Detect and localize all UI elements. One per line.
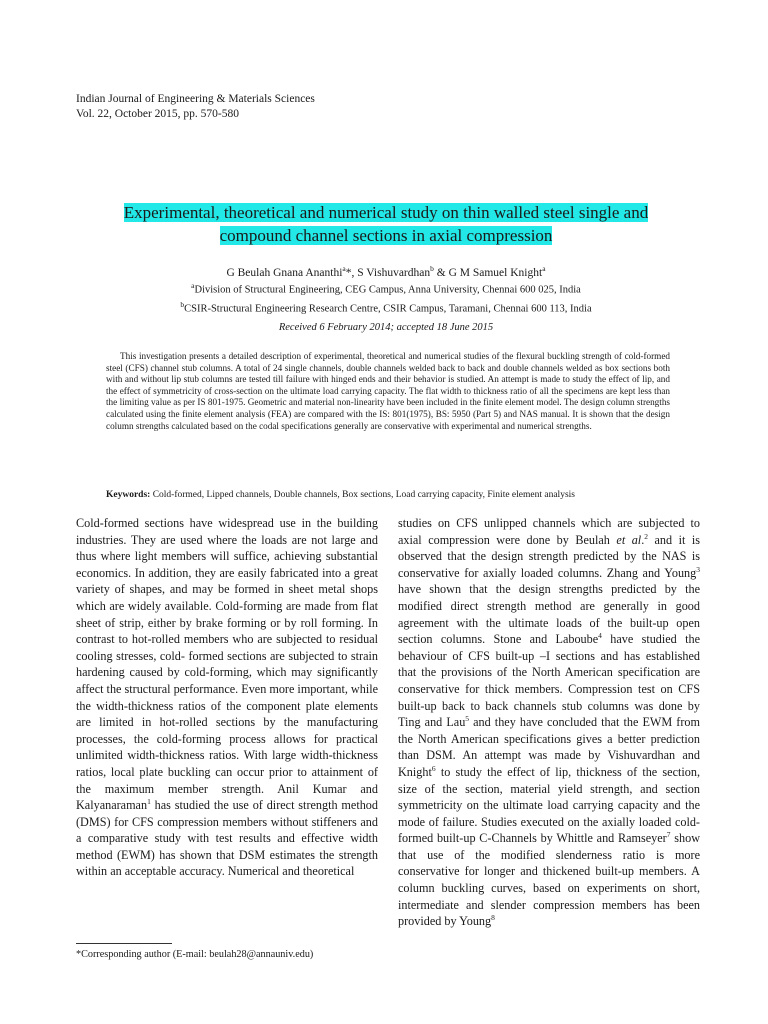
footnote-divider	[76, 943, 172, 944]
journal-issue: Vol. 22, October 2015, pp. 570-580	[76, 108, 240, 120]
reference-mark: 5	[465, 714, 470, 724]
body-text: Cold-formed sections have widespread use in the building industries. They are used where the loads are not large and thus where light members will suffice, achieving substantial economics. In addition, they are easily fabricated into a great variety of shapes, and may be formed in sheet metal shops which are widely available. Cold-forming are made from flat sheet of strip, either by brake forming or by roll forming. In contrast to hot-rolled members who are subjected to residual cooling stresses, cold- formed sections are subjected to strain hardening caused by cold-forming, which may significantly affect the structural performance. Even more important, while the width-thickness ratios of the component plate elements are limited in hot-rolled sections by the manufacturing processes, the cold-forming process allows for practical unlimited width-thickness ratios. With large width-thickness ratios, local plate buckling can occur prior to attainment of the maximum member strength. Anil Kumar and Kalyanaraman	[76, 516, 378, 813]
corresponding-star: *	[345, 266, 352, 279]
received-dates: Received 6 February 2014; accepted 18 June 2015	[278, 322, 494, 333]
author-1: G Beulah Gnana Ananthi	[226, 266, 343, 279]
journal-header	[76, 92, 315, 122]
body-text-italic: et al	[616, 532, 642, 547]
affiliation-b-mark: b	[180, 299, 185, 309]
reference-mark: 4	[598, 631, 602, 641]
reference-mark: 7	[666, 830, 671, 840]
body-text: has studied the use of direct strength method (DMS) for CFS compression members without stiffeners and a comparative study with test results and effective width method (EWM) has shown that DSM estimates the strength within an acceptable accuracy. Numerical and theoretical	[76, 798, 378, 879]
author-separator: ,	[351, 266, 358, 279]
footnote-corresponding-author: *Corresponding author (E-mail: beulah28@annauniv.edu)	[76, 949, 314, 960]
affiliation-a	[60, 279, 712, 298]
affiliations	[60, 279, 712, 316]
reference-mark: 6	[431, 763, 436, 773]
body-text: to study the effect of lip, thickness of the section, size of the section, material yield strength, and section symmetricity on the ultimate load carrying capacity and the mode of failure. Studies executed on the axially loaded cold-formed built-up C-Channels by Whittle and Ramseyer	[398, 764, 700, 846]
author-1-affil-mark: a	[342, 264, 346, 273]
journal-name: Indian Journal of Engineering & Materials Sciences	[76, 93, 315, 105]
body-paragraph	[398, 515, 700, 930]
body-text: have shown that the design strengths predicted by the modified direct strength method are generally in good agreement with the ultimate loads of the built-up open section columns. Stone and Laboube	[398, 582, 700, 647]
body-paragraph	[76, 515, 378, 880]
reference-mark: 2	[644, 531, 648, 541]
body-text: .	[641, 532, 645, 547]
title-line-1: Experimental, theoretical and numerical study on thin walled steel single and	[123, 203, 649, 222]
affiliation-a-text: Division of Structural Engineering, CEG Campus, Anna University, Chennai 600 025, India	[194, 284, 581, 296]
affiliation-b-text: CSIR-Structural Engineering Research Centre, CSIR Campus, Taramani, Chennai 600 113, India	[184, 303, 592, 314]
keywords	[106, 489, 680, 501]
author-separator: &	[433, 266, 449, 279]
reference-mark: 3	[696, 564, 700, 574]
author-2-affil-mark: b	[430, 264, 434, 273]
reference-mark: 8	[491, 913, 495, 923]
body-column-left	[76, 515, 378, 880]
body-column-right	[398, 515, 700, 930]
author-2: S Vishuvardhan	[357, 266, 431, 279]
affiliation-b	[60, 298, 712, 317]
author-list	[60, 261, 712, 281]
reference-mark: 1	[147, 797, 151, 807]
author-3-affil-mark: a	[542, 264, 546, 273]
body-text: studies on CFS unlipped channels which are subjected to axial compression were done by Beulah	[398, 516, 700, 547]
keywords-text: Cold-formed, Lipped channels, Double channels, Box sections, Load carrying capacity, Finite element analysis	[152, 490, 575, 500]
title-line-2: compound channel sections in axial compression	[219, 226, 553, 245]
abstract: This investigation presents a detailed description of experimental, theoretical and numerical studies of the flexural buckling strength of cold-formed steel (CFS) channel stub columns. A total of 24 single channels, double channels welded back to back and double channels welded as box sections both with and without lip stub columns are tested till failure with hinged ends and their behavior is studied. An attempt is made to study the effect of lip, and the effect of symmetricity of cross-section on the ultimate load carrying capacity. The flat width to thickness ratio of all the specimens are kept less than the limiting value as per IS 801-1975. Geometric and material non-linearity have been included in the finite element model. The design column strengths calculated using the finite element analysis (FEA) are compared with the IS: 801(1975), BS: 5950 (Part 5) and NAS manual. It is shown that the design column strengths calculated based on the codal specifications generally are conservative with experimental and numerical strengths.	[106, 351, 670, 431]
keywords-label: Keywords:	[106, 490, 151, 500]
body-text: show that use of the modified slenderness ratio is more conservative for longer and thickened built-up members. A column buckling curves, based on experiments on short, intermediate and slender compression members has been provided by Young	[398, 831, 700, 929]
body-text: and they have concluded that the EWM from the North American specifications gives a better prediction than DSM. An attempt was made by Vishuvardhan and Knight	[398, 715, 700, 779]
author-3: G M Samuel Knight	[448, 266, 543, 279]
body-text: have studied the behaviour of CFS built-up –I sections and has established that the provisions of the North American specification are conservative for thick members. Compression test on CFS built-up back to back channels stub columns was done by Ting and Lau	[398, 632, 700, 730]
paper-title	[60, 201, 712, 247]
body-text: and it is observed that the design strength predicted by the NAS is conservative for axially loaded columns. Zhang and Young	[398, 532, 700, 580]
affiliation-a-mark: a	[191, 281, 195, 290]
